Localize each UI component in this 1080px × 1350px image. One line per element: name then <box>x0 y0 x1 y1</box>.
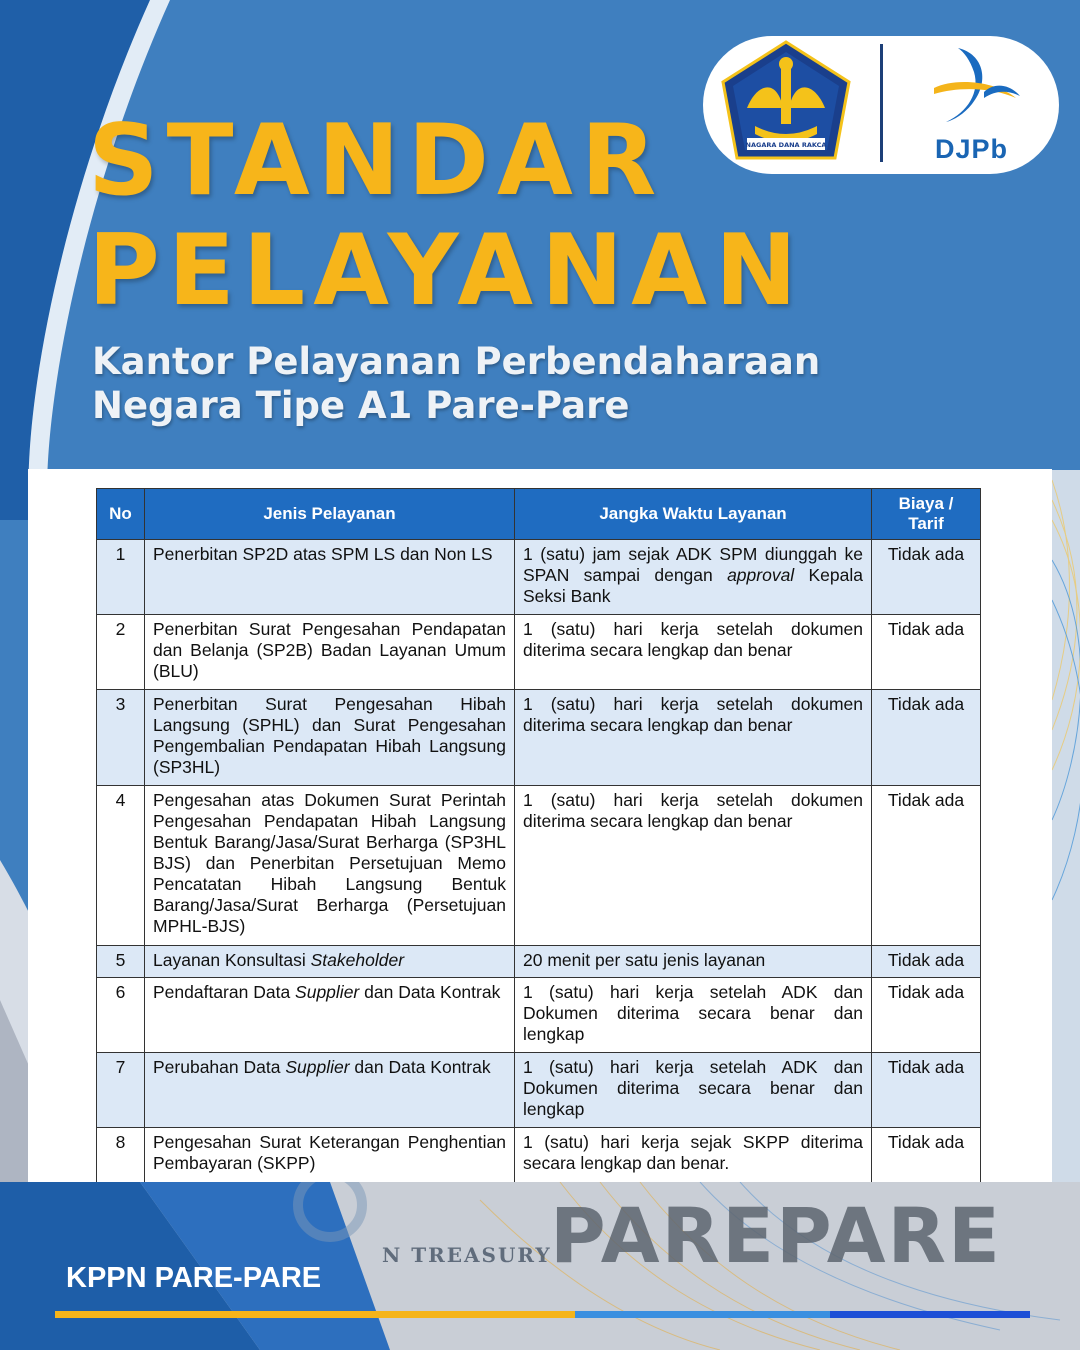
cell-no: 7 <box>97 1053 145 1128</box>
header-biaya <box>872 489 981 540</box>
cell-jenis: Penerbitan Surat Pengesahan Hibah Langsung (SPHL) dan Surat Pengesahan Pengembalian Pendapatan Hibah Langsung (SP3HL) <box>145 690 515 786</box>
table-row <box>97 786 981 946</box>
header-biaya-line2: Tarif <box>908 514 944 533</box>
cell-no: 2 <box>97 615 145 690</box>
table-row <box>97 978 981 1053</box>
page-title-line2: PELAYANAN <box>88 214 805 328</box>
cell-jenis: Layanan Konsultasi Stakeholder <box>145 946 515 978</box>
logo-divider <box>880 44 883 162</box>
djpb-logo-icon <box>924 42 1032 132</box>
svg-text:NAGARA DANA RAKCA: NAGARA DANA RAKCA <box>745 141 827 149</box>
cell-jenis: Penerbitan Surat Pengesahan Pendapatan dan Belanja (SP2B) Badan Layanan Umum (BLU) <box>145 615 515 690</box>
cell-jenis: Pengesahan atas Dokumen Surat Perintah Pengesahan Pendapatan Hibah Langsung Bentuk Barang/Jasa/Surat Berharga (SP3HL BJS) dan Penerbitan Persetujuan Memo Pencatatan Hibah Langsung Bentuk Barang/Jasa/Surat Berharga (Persetujuan MPHL-BJS) <box>145 786 515 946</box>
table-row <box>97 615 981 690</box>
subtitle-line1: Kantor Pelayanan Perbendaharaan <box>92 340 821 383</box>
cell-jangka: 1 (satu) hari kerja setelah dokumen diterima secara lengkap dan benar <box>515 786 872 946</box>
table-row <box>97 540 981 615</box>
table-row <box>97 1128 981 1183</box>
footer-line-yellow <box>55 1311 575 1318</box>
cell-jenis: Penerbitan SP2D atas SPM LS dan Non LS <box>145 540 515 615</box>
header-no: No <box>97 489 145 540</box>
cell-no: 8 <box>97 1128 145 1183</box>
header-jangka: Jangka Waktu Layanan <box>515 489 872 540</box>
cell-biaya: Tidak ada <box>872 540 981 615</box>
cell-jangka: 1 (satu) hari kerja sejak SKPP diterima secara lengkap dan benar. <box>515 1128 872 1183</box>
footer-label: KPPN PARE-PARE <box>66 1262 322 1294</box>
service-standard-card <box>28 469 1052 1182</box>
service-table <box>96 488 981 1182</box>
cell-no: 1 <box>97 540 145 615</box>
cell-jenis: Pengesahan Surat Keterangan Penghentian Pembayaran (SKPP) <box>145 1128 515 1183</box>
cell-biaya: Tidak ada <box>872 786 981 946</box>
table-header-row <box>97 489 981 540</box>
table-row <box>97 946 981 978</box>
cell-jangka: 1 (satu) hari kerja setelah dokumen diterima secara lengkap dan benar <box>515 615 872 690</box>
page-title-line1: STANDAR <box>88 104 665 218</box>
cell-jangka: 1 (satu) jam sejak ADK SPM diunggah ke SPAN sampai dengan approval Kepala Seksi Bank <box>515 540 872 615</box>
table-row <box>97 690 981 786</box>
cell-no: 6 <box>97 978 145 1053</box>
cell-biaya: Tidak ada <box>872 690 981 786</box>
header-biaya-line1: Biaya / <box>898 494 954 513</box>
footer-line-lightblue <box>575 1311 830 1318</box>
cell-no: 5 <box>97 946 145 978</box>
cell-jangka: 20 menit per satu jenis layanan <box>515 946 872 978</box>
cell-jangka: 1 (satu) hari kerja setelah ADK dan Dokumen diterima secara benar dan lengkap <box>515 978 872 1053</box>
djpb-label: DJPb <box>935 134 1009 164</box>
building-small-text: N TREASURY <box>382 1243 552 1267</box>
building-sign-text: PAREPARE <box>550 1191 1002 1280</box>
footer-line-blue <box>830 1311 1030 1318</box>
cell-no: 3 <box>97 690 145 786</box>
header-jenis: Jenis Pelayanan <box>145 489 515 540</box>
cell-biaya: Tidak ada <box>872 946 981 978</box>
cell-biaya: Tidak ada <box>872 978 981 1053</box>
cell-biaya: Tidak ada <box>872 1128 981 1183</box>
cell-biaya: Tidak ada <box>872 1053 981 1128</box>
cell-biaya: Tidak ada <box>872 615 981 690</box>
cell-jenis: Perubahan Data Supplier dan Data Kontrak <box>145 1053 515 1128</box>
cell-jangka: 1 (satu) hari kerja setelah dokumen diterima secara lengkap dan benar <box>515 690 872 786</box>
cell-no: 4 <box>97 786 145 946</box>
cell-jangka: 1 (satu) hari kerja setelah ADK dan Dokumen diterima secara benar dan lengkap <box>515 1053 872 1128</box>
subtitle-line2: Negara Tipe A1 Pare-Pare <box>92 384 630 427</box>
cell-jenis: Pendaftaran Data Supplier dan Data Kontrak <box>145 978 515 1053</box>
kemenkeu-emblem-icon <box>717 38 855 164</box>
page-subtitle <box>92 340 972 428</box>
table-row <box>97 1053 981 1128</box>
